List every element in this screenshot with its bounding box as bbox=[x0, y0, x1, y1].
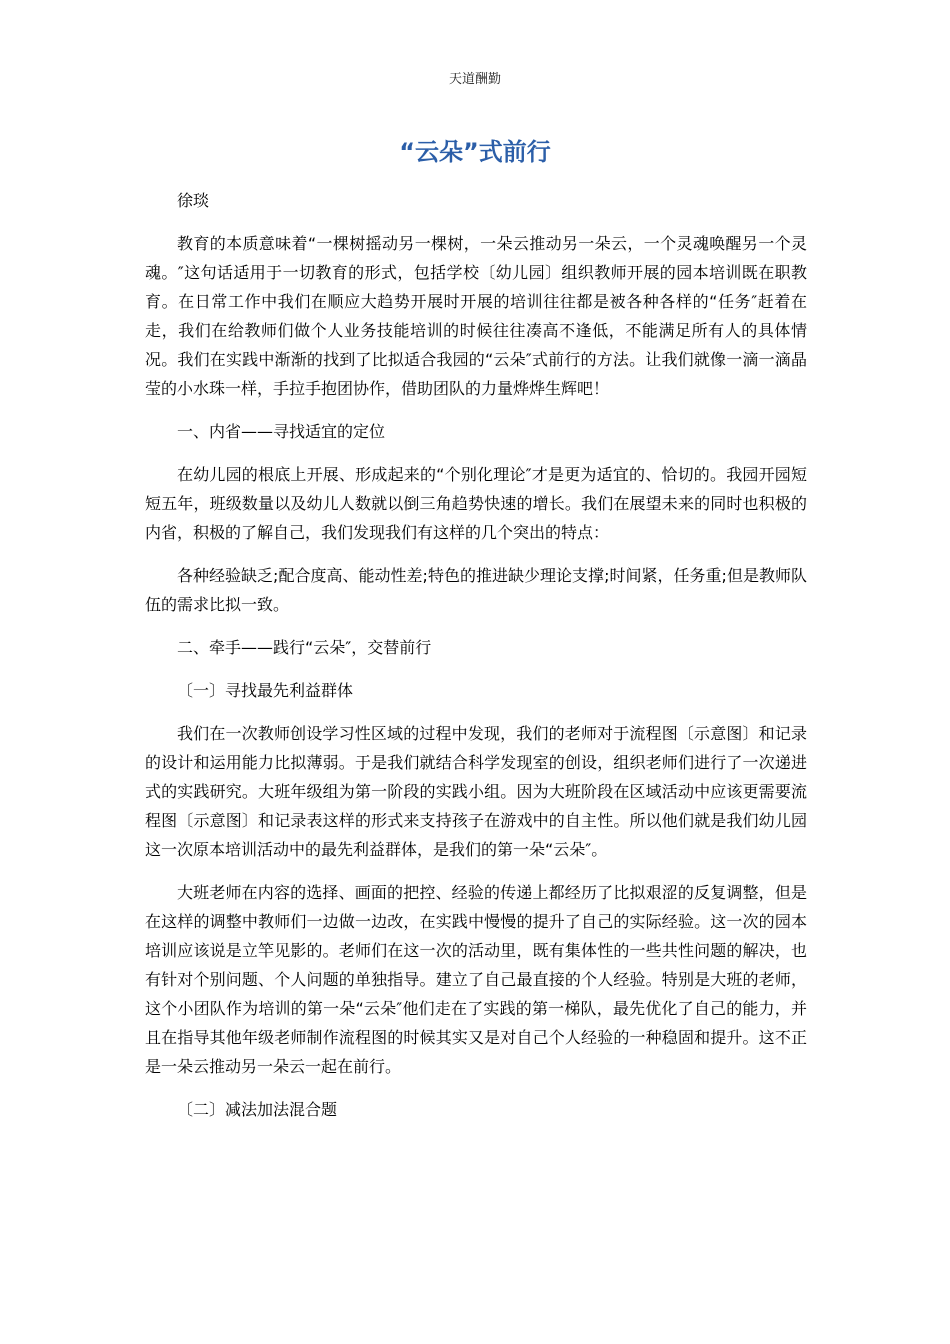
article-title: “云朵”式前行 bbox=[399, 138, 551, 166]
subsection-heading: 〔一〕寻找最先利益群体 bbox=[177, 681, 354, 700]
paragraph: 在幼儿园的根底上开展、形成起来的“个别化理论″才是更为适宜的、恰切的。我园开园短短五年，班级数量以及幼儿人数就以倒三角趋势快速的增长。我们在展望未来的同时也积极的内省，积极的了解自己，我们发现我们有这样的几个突出的特点： bbox=[145, 465, 807, 542]
section-heading: 二、牵手——践行“云朵″，交替前行 bbox=[177, 638, 432, 657]
paragraph: 我们在一次教师创设学习性区域的过程中发现，我们的老师对于流程图〔示意图〕和记录的设计和运用能力比拟薄弱。于是我们就结合科学发现室的创设，组织老师们进行了一次递进式的实践研究。大班年级组为第一阶段的实践小组。因为大班阶段在区域活动中应该更需要流程图〔示意图〕和记录表这样的形式来支持孩子在游戏中的自主性。所以他们就是我们幼儿园这一次原本培训活动中的最先利益群体，是我们的第一朵“云朵″。 bbox=[145, 724, 807, 859]
paragraph: 教育的本质意味着“一棵树摇动另一棵树，一朵云推动另一朵云，一个灵魂唤醒另一个灵魂。″这句话适用于一切教育的形式，包括学校〔幼儿园〕组织教师开展的园本培训既在职教育。在日常工作中我们在顺应大趋势开展时开展的培训往往都是被各种各样的“任务″赶着在走，我们在给教师们做个人业务技能培训的时候往往凑高不逢低，不能满足所有人的具体情况。我们在实践中渐渐的找到了比拟适合我园的“云朵″式前行的方法。让我们就像一滴一滴晶莹的小水珠一样，手拉手抱团协作，借助团队的力量烨烨生辉吧！ bbox=[145, 234, 807, 398]
section-heading: 一、内省——寻找适宜的定位 bbox=[177, 422, 386, 441]
paragraph: 各种经验缺乏;配合度高、能动性差;特色的推进缺少理论支撑;时间紧，任务重;但是教师队伍的需求比拟一致。 bbox=[145, 566, 807, 614]
author-name: 徐琰 bbox=[177, 191, 210, 210]
paragraph: 大班老师在内容的选择、画面的把控、经验的传递上都经历了比拟艰涩的反复调整，但是在这样的调整中教师们一边做一边改，在实践中慢慢的提升了自己的实际经验。这一次的园本培训应该说是立竿见影的。老师们在这一次的活动里，既有集体性的一些共性问题的解决，也有针对个别问题、个人问题的单独指导。建立了自己最直接的个人经验。特别是大班的老师，这个小团队作为培训的第一朵“云朵″他们走在了实践的第一梯队，最先优化了自己的能力，并且在指导其他年级老师制作流程图的时候其实又是对自己个人经验的一种稳固和提升。这不正是一朵云推动另一朵云一起在前行。 bbox=[145, 883, 807, 1076]
page-header: 天道酬勤 bbox=[448, 72, 501, 87]
subsection-heading: 〔二〕减法加法混合题 bbox=[177, 1100, 338, 1119]
article-body bbox=[145, 186, 807, 1138]
